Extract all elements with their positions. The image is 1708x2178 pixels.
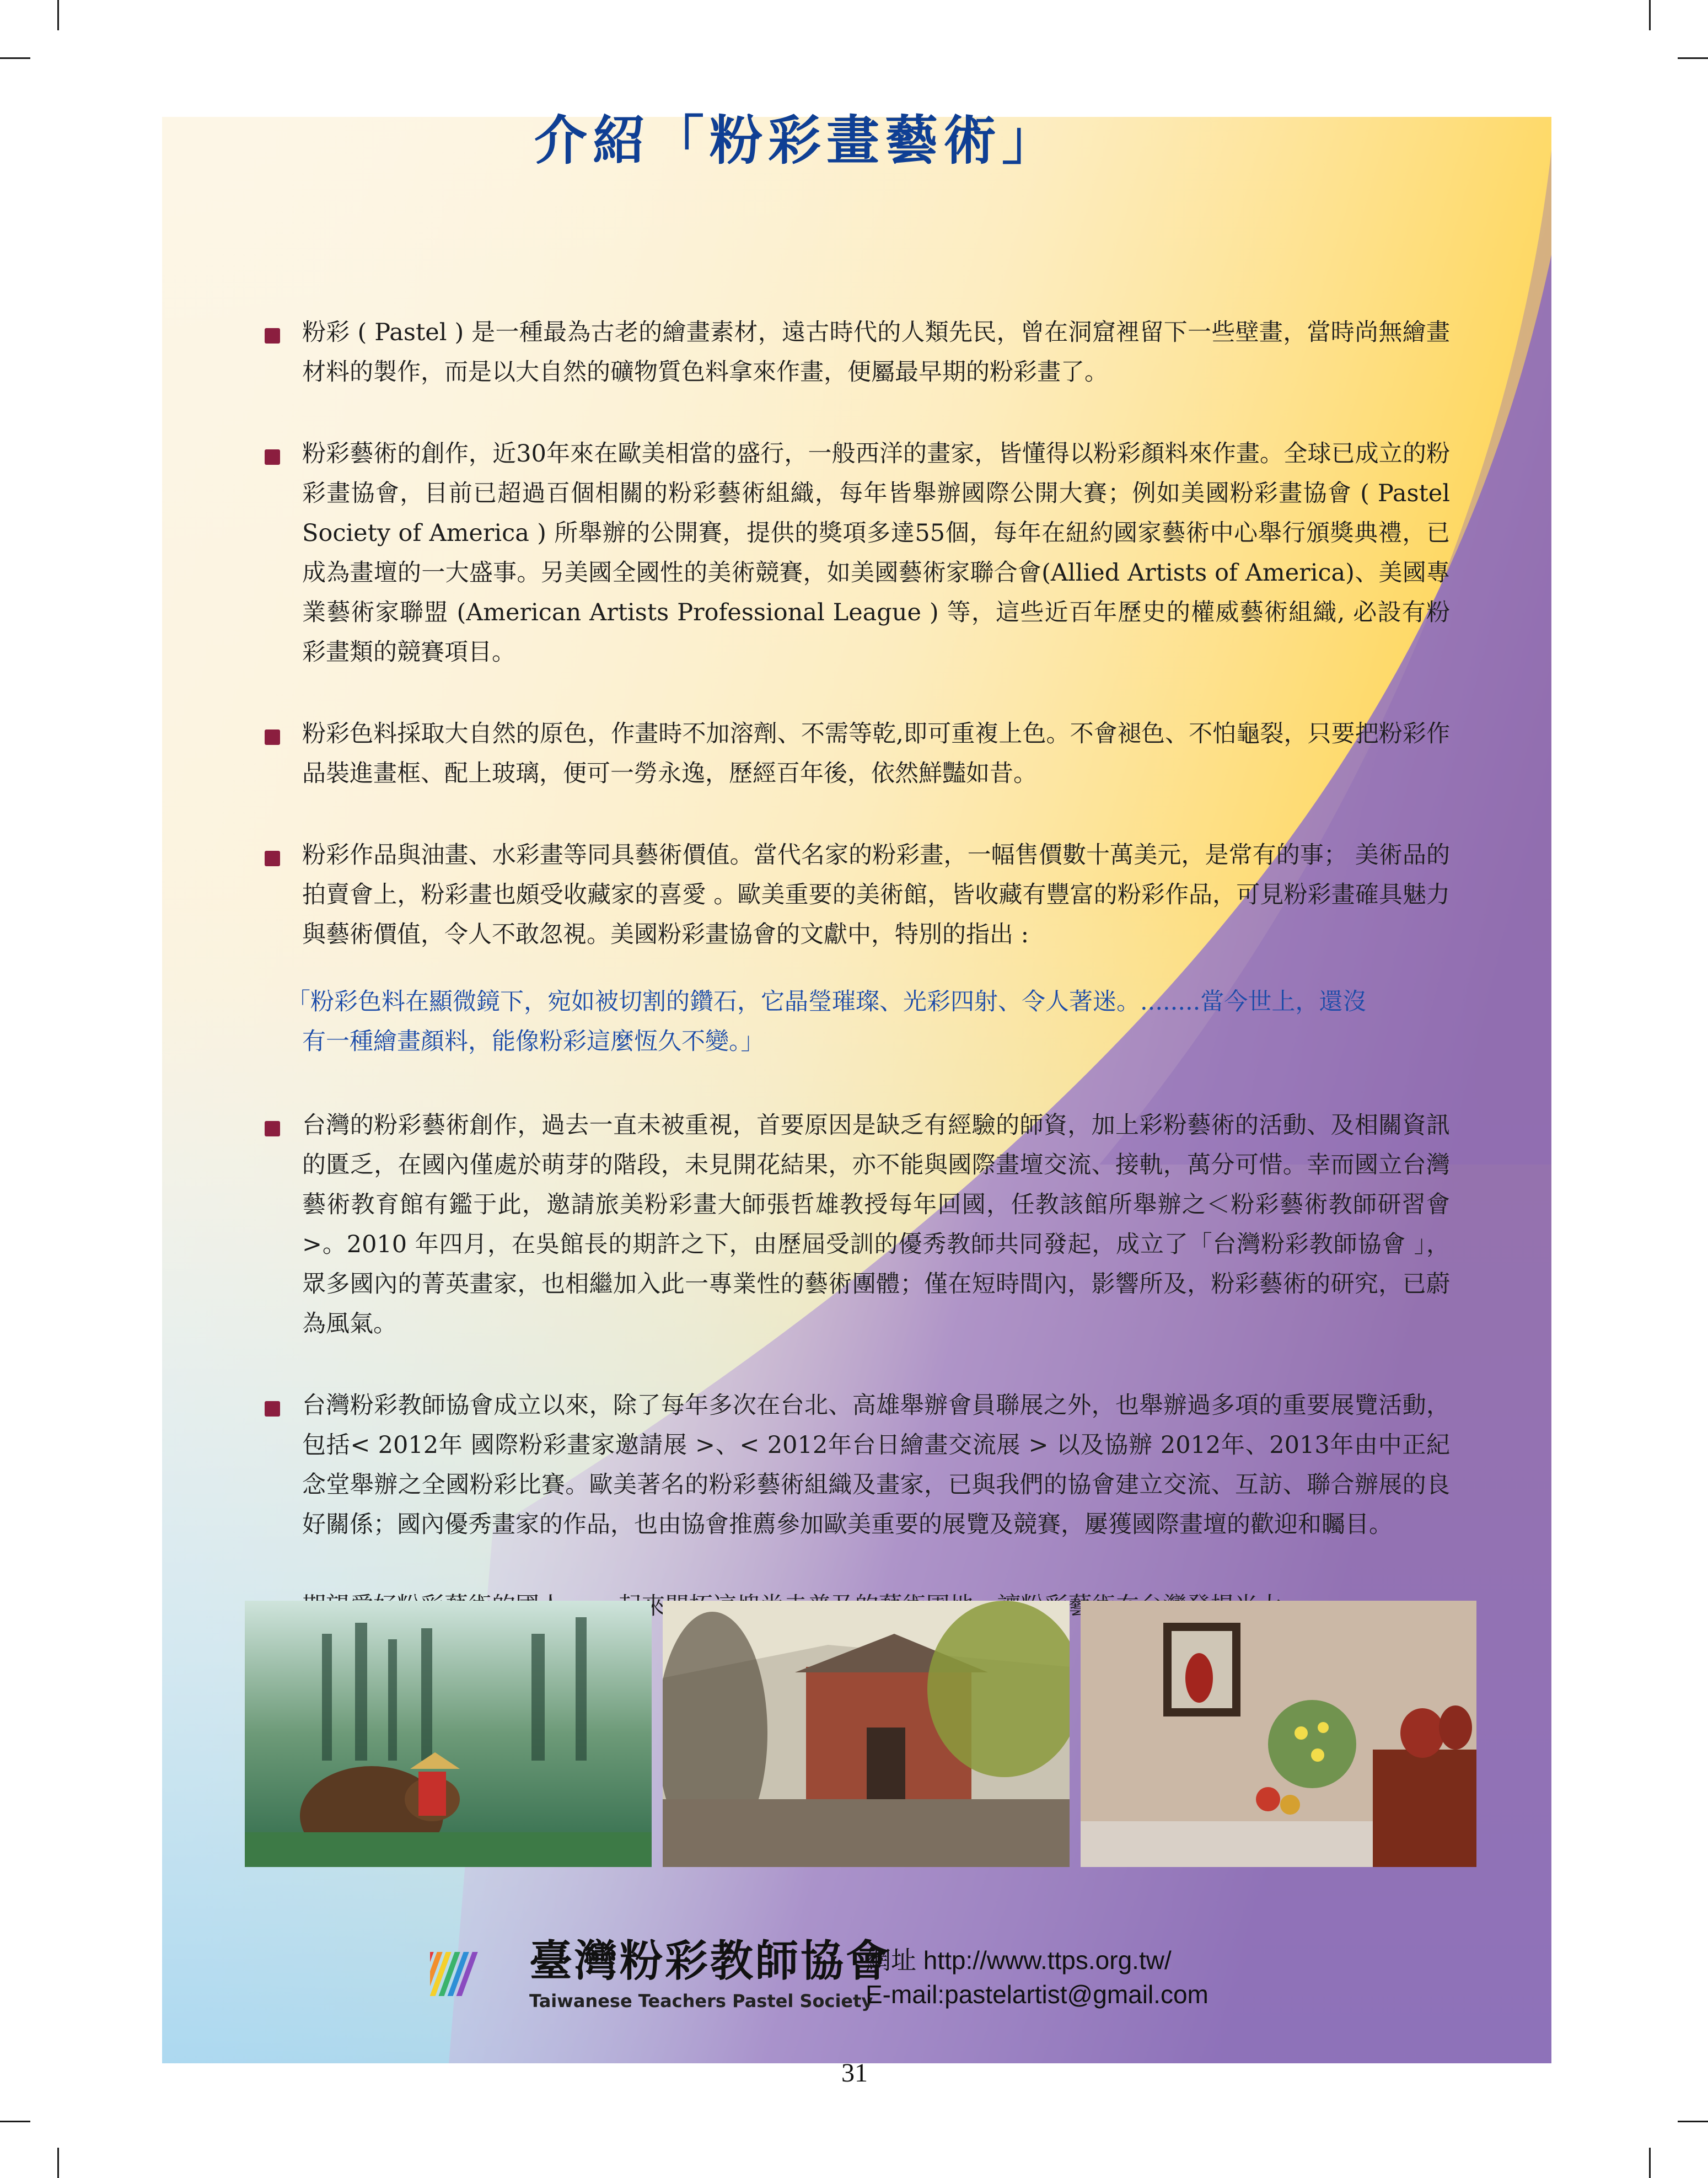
bullet-item	[265, 313, 1450, 392]
bullet-square-icon	[265, 729, 280, 745]
pastel-quote	[287, 982, 1406, 1061]
bullet-item	[265, 835, 1450, 954]
bullet-list	[265, 313, 1450, 1668]
society-name-chinese: 臺灣粉彩教師協會	[529, 1936, 891, 1986]
crop-mark	[1649, 0, 1651, 30]
crop-mark	[0, 57, 30, 59]
footer	[430, 1930, 1422, 2029]
bullet-text: 台灣的粉彩藝術創作，過去一直未被重視，首要原因是缺乏有經驗的師資，加上彩粉藝術的活動、及相關資訊的匱乏，在國內僅處於萌芽的階段，未見開花結果，亦不能與國際畫壇交流、接軌，萬分可惜。幸而國立台灣藝術教育館有鑑于此，邀請旅美粉彩畫大師張哲雄教授每年回國，任教該館所舉辦之＜粉彩藝術教師研習會>。2010 年四月，在吳館長的期許之下，由歷屆受訓的優秀教師共同發起，成立了「台灣粉彩教師協會 」，眾多國內的菁英畫家，也相繼加入此一專業性的藝術團體；僅在短時間內，影響所及，粉彩藝術的研究，已蔚為風氣。	[302, 1112, 1450, 1338]
bullet-square-icon	[265, 328, 280, 344]
bullet-item	[265, 434, 1450, 672]
bullet-text: 台灣粉彩教師協會成立以來，除了每年多次在台北、高雄舉辦會員聯展之外，也舉辦過多項的重要展覽活動，包括< 2012年 國際粉彩畫家邀請展 >、< 2012年台日繪畫交流展 > 以及協辦 2012年、2013年由中正紀念堂舉辦之全國粉彩比賽。歐美著名的粉彩藝術組織及畫家，已與我們的協會建立交流、互訪、聯合辦展的良好關係；國內優秀畫家的作品，也由協會推薦參加歐美重要的展覽及競賽，屢獲國際畫壇的歡迎和矚目。	[302, 1392, 1450, 1538]
bullet-text: 粉彩作品與油畫、水彩畫等同具藝術價值。當代名家的粉彩畫，一幅售價數十萬美元，是常有的事； 美術品的拍賣會上，粉彩畫也頗受收藏家的喜愛 。歐美重要的美術館，皆收藏有豐富的粉彩作品，可見粉彩畫確具魅力與藝術價值，令人不敢忽視。美國粉彩畫協會的文獻中，特別的指出 :	[302, 841, 1450, 948]
bullet-square-icon	[265, 1401, 280, 1417]
crop-mark	[1678, 2121, 1708, 2122]
crop-mark	[57, 2148, 59, 2178]
bullet-text: 粉彩藝術的創作，近30年來在歐美相當的盛行，一般西洋的畫家，皆懂得以粉彩顏料來作畫。全球已成立的粉彩畫協會，目前已超過百個相關的粉彩藝術組織，每年皆舉辦國際公開大賽；例如美國粉彩畫協會 ( Pastel Society of America ) 所舉辦的公開賽，提供的獎項多達55個，每年在紐約國家藝術中心舉行頒獎典禮，已成為畫壇的一大盛事。另美國全國性的美術競賽，如美國藝術家聯合會(Allied Artists of America)、美國專業藝術家聯盟 (American Artists Professional League ) 等，這些近百年歷史的權威藝術組織, 必設有粉彩畫類的競賽項目。	[302, 440, 1450, 666]
page-title: 介紹「粉彩畫藝術」	[534, 109, 1060, 171]
bullet-square-icon	[265, 851, 280, 866]
crop-mark	[57, 0, 59, 30]
quote-line: 「粉彩色料在顯微鏡下，宛如被切割的鑽石，它晶瑩璀璨、光彩四射、令人著迷。........當今世上，還沒	[287, 988, 1367, 1016]
society-name-english: Taiwanese Teachers Pastel Society	[529, 1991, 873, 2011]
painting-gallery	[245, 1601, 1476, 1867]
quote-line: 有一種繪畫顏料，能像粉彩這麼恆久不變。」	[302, 1028, 765, 1055]
crop-mark	[0, 2121, 30, 2122]
bullet-square-icon	[265, 1121, 280, 1136]
website-link[interactable]: 網址 http://www.ttps.org.tw/	[866, 1946, 1172, 1975]
crop-mark	[1678, 57, 1708, 59]
painting-still-life	[1081, 1601, 1476, 1867]
bullet-text: 粉彩 ( Pastel ) 是一種最為古老的繪畫素材，遠古時代的人類先民，曾在洞窟裡留下一些壁畫，當時尚無繪畫材料的製作，而是以大自然的礦物質色料拿來作畫，便屬最早期的粉彩畫了。	[302, 319, 1450, 386]
bullet-item	[265, 1386, 1450, 1544]
bullet-text: 粉彩色料採取大自然的原色，作畫時不加溶劑、不需等乾,即可重複上色。不會褪色、不怕龜裂，只要把粉彩作品裝進畫框、配上玻璃，便可一勞永逸，歷經百年後，依然鮮豔如昔。	[302, 720, 1450, 787]
email-link[interactable]: E-mail:pastelartist@gmail.com	[866, 1980, 1209, 2009]
crop-mark	[1649, 2148, 1651, 2178]
painting-courtyard	[663, 1601, 1070, 1867]
painting-farmer-buffalo	[245, 1601, 652, 1867]
bullet-item	[265, 714, 1450, 793]
page-number: 31	[841, 2058, 868, 2088]
bullet-square-icon	[265, 449, 280, 465]
contact-info	[866, 1943, 1263, 2011]
bullet-item	[265, 1106, 1450, 1344]
society-logo-icon	[430, 1941, 491, 2002]
